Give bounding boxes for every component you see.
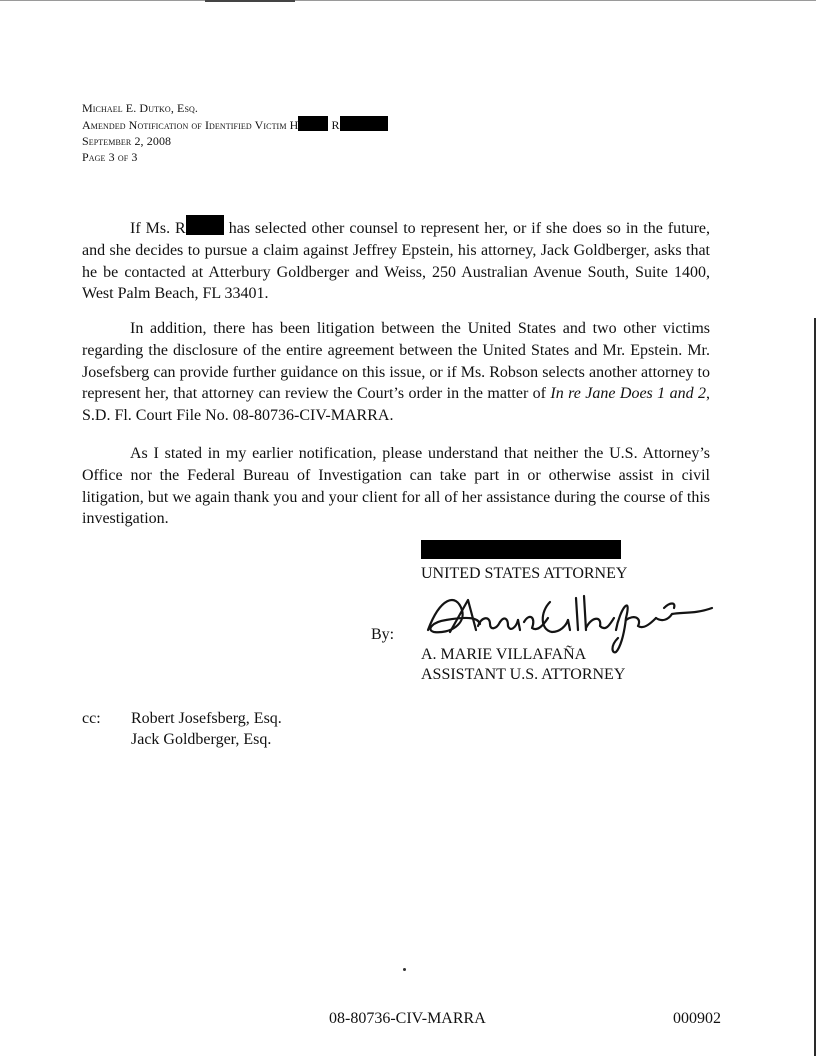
paragraph-closing: As I stated in my earlier notification, please understand that neither the U.S. Attorney’s Office nor the Federal Bureau of Investigation can take part in or otherwise assist in civil litigation, but we again thank you and your client for all of her assistance during the course of this investigation.: [82, 445, 710, 528]
redaction-block: [421, 540, 621, 559]
redaction-block: [298, 116, 328, 131]
header-subject-text: Amended Notification of Identified Victim H: [82, 118, 299, 132]
paragraph-1-rest: has selected other counsel to represent her, or if she does so in the future, and she decides to pursue a claim against Jeffrey Epstein, his attorney, Jack Goldberger, asks that he be contacted at Atterbury Goldberger and Weiss, 250 Australian Avenue South, Suite 1400, West Palm Beach, FL 33401.: [82, 220, 710, 303]
cc-recipient-list: [131, 708, 282, 750]
letter-header: [82, 100, 388, 165]
signer-name: A. MARIE VILLAFAÑA: [421, 646, 587, 663]
scan-mark: [205, 0, 295, 2]
case-name: In re Jane Does 1 and 2: [550, 385, 706, 403]
signature-by-label: By:: [371, 626, 395, 643]
header-date: September 2, 2008: [82, 134, 172, 148]
page-top-rule: [0, 0, 816, 1]
scan-speck: [403, 968, 406, 971]
header-recipient: Michael E. Dutko, Esq.: [82, 101, 198, 115]
cc-recipient: Jack Goldberger, Esq.: [131, 731, 272, 748]
paragraph-2-text: In addition, there has been litigation between the United States and two other victims regarding the disclosure of the entire agreement between the United States and Mr. Epstein. Mr. Josefsberg can provide further guidance on this issue, or if Ms. Robson selects another attorney to represent her, that attorney can review the Court’s order in the matter of: [82, 320, 710, 403]
paragraph-2-tail: , S.D. Fl. Court File No. 08-80736-CIV-MARRA.: [82, 385, 710, 425]
header-subject: [82, 116, 388, 133]
paragraph-counsel-contact: [82, 215, 710, 305]
cc-recipient: Robert Josefsberg, Esq.: [131, 710, 282, 727]
paragraph-litigation: [82, 318, 710, 427]
signature-org: UNITED STATES ATTORNEY: [421, 565, 628, 582]
footer-case-number: 08-80736-CIV-MARRA: [329, 1010, 486, 1027]
signer-title: ASSISTANT U.S. ATTORNEY: [421, 666, 626, 683]
redaction-block: [340, 116, 388, 131]
cc-label: cc:: [82, 710, 101, 727]
redaction-block: [186, 215, 224, 235]
paragraph-1-start: If Ms. R: [130, 220, 186, 237]
header-page-number: Page 3 of 3: [82, 150, 138, 164]
footer-bates-number: 000902: [673, 1010, 721, 1027]
header-subject-initial: R: [331, 118, 340, 132]
